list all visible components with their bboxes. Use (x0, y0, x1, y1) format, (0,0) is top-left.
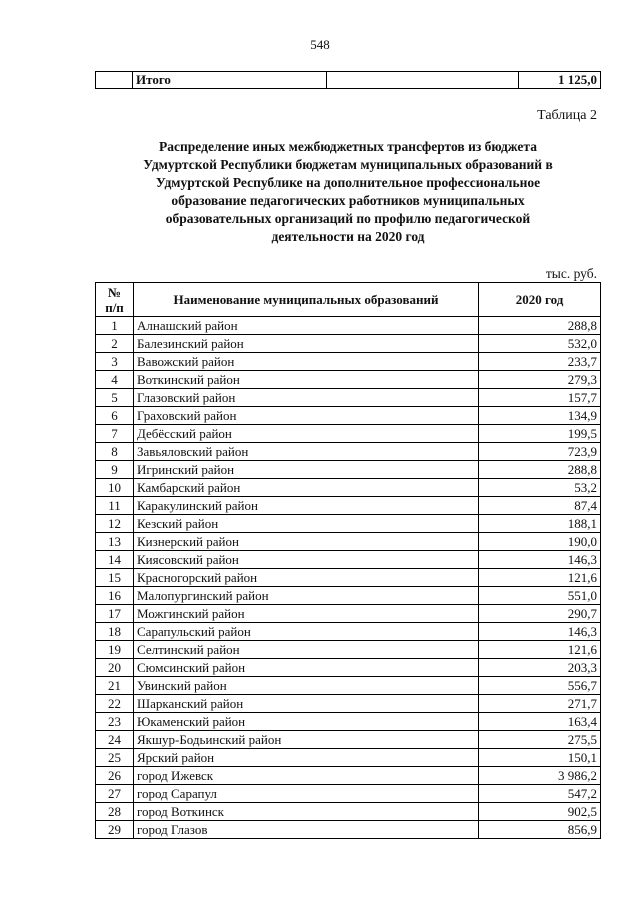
municipality-name: Сюмсинский район (134, 659, 479, 677)
municipality-name: Граховский район (134, 407, 479, 425)
municipality-name: Увинский район (134, 677, 479, 695)
title-line: Удмуртской Республики бюджетам муниципальных образований в (143, 157, 553, 172)
amount-value: 146,3 (479, 551, 601, 569)
table-row (96, 515, 601, 533)
amount-value: 3 986,2 (479, 767, 601, 785)
row-number: 15 (96, 569, 134, 587)
row-number: 20 (96, 659, 134, 677)
title-line: образование педагогических работников муниципальных (171, 193, 525, 208)
amount-value: 547,2 (479, 785, 601, 803)
amount-value: 233,7 (479, 353, 601, 371)
table-row (96, 731, 601, 749)
amount-value: 288,8 (479, 317, 601, 335)
table-row (96, 353, 601, 371)
amount-value: 902,5 (479, 803, 601, 821)
row-number: 13 (96, 533, 134, 551)
table-row (96, 749, 601, 767)
total-value: 1 125,0 (519, 72, 601, 89)
table-row (96, 803, 601, 821)
municipality-name: Якшур-Бодьинский район (134, 731, 479, 749)
row-number: 14 (96, 551, 134, 569)
amount-value: 87,4 (479, 497, 601, 515)
table-row (96, 587, 601, 605)
column-header-name: Наименование муниципальных образований (134, 283, 479, 317)
table-row (96, 425, 601, 443)
row-number: 24 (96, 731, 134, 749)
distribution-table (95, 282, 601, 839)
amount-value: 288,8 (479, 461, 601, 479)
amount-value: 203,3 (479, 659, 601, 677)
row-number: 4 (96, 371, 134, 389)
table-row (96, 677, 601, 695)
table-row (96, 713, 601, 731)
municipality-name: Воткинский район (134, 371, 479, 389)
row-number: 16 (96, 587, 134, 605)
amount-value: 134,9 (479, 407, 601, 425)
municipality-name: Алнашский район (134, 317, 479, 335)
row-number: 7 (96, 425, 134, 443)
units-label: тыс. руб. (545, 266, 597, 281)
amount-value: 723,9 (479, 443, 601, 461)
table-row (96, 605, 601, 623)
table-label: Таблица 2 (537, 108, 597, 123)
table-row (96, 317, 601, 335)
municipality-name: Кизнерский район (134, 533, 479, 551)
municipality-name: Юкаменский район (134, 713, 479, 731)
municipality-name: Кезский район (134, 515, 479, 533)
amount-value: 556,7 (479, 677, 601, 695)
municipality-name: город Воткинск (134, 803, 479, 821)
title-line: образовательных организаций по профилю педагогической (165, 211, 531, 226)
amount-value: 188,1 (479, 515, 601, 533)
row-number: 10 (96, 479, 134, 497)
amount-value: 53,2 (479, 479, 601, 497)
column-header-number (96, 283, 134, 317)
row-number: 8 (96, 443, 134, 461)
page-number: 548 (310, 37, 330, 52)
row-number: 17 (96, 605, 134, 623)
table-row (96, 407, 601, 425)
municipality-name: Селтинский район (134, 641, 479, 659)
amount-value: 190,0 (479, 533, 601, 551)
table-row (96, 443, 601, 461)
table-row (96, 659, 601, 677)
title-line: Распределение иных межбюджетных трансфертов из бюджета (159, 139, 537, 154)
table-row (96, 479, 601, 497)
municipality-name: Малопургинский район (134, 587, 479, 605)
table-row (96, 461, 601, 479)
municipality-name: Ярский район (134, 749, 479, 767)
municipality-name: Дебёсский район (134, 425, 479, 443)
municipality-name: Камбарский район (134, 479, 479, 497)
table-row (96, 389, 601, 407)
row-number: 25 (96, 749, 134, 767)
amount-value: 157,7 (479, 389, 601, 407)
total-empty-cell (96, 72, 133, 89)
municipality-name: город Сарапул (134, 785, 479, 803)
amount-value: 551,0 (479, 587, 601, 605)
total-label: Итого (133, 72, 327, 89)
total-empty-cell (327, 72, 519, 89)
table-row (96, 623, 601, 641)
title-line: Удмуртской Республике на дополнительное профессиональное (155, 175, 541, 190)
table-body (96, 317, 601, 839)
row-number: 23 (96, 713, 134, 731)
municipality-name: Игринский район (134, 461, 479, 479)
row-number: 26 (96, 767, 134, 785)
column-header-number-line: № (107, 284, 122, 300)
row-number: 2 (96, 335, 134, 353)
table-row (96, 821, 601, 839)
table-row (96, 497, 601, 515)
row-number: 18 (96, 623, 134, 641)
amount-value: 290,7 (479, 605, 601, 623)
document-title (95, 138, 601, 246)
row-number: 29 (96, 821, 134, 839)
amount-value: 856,9 (479, 821, 601, 839)
table-row (96, 641, 601, 659)
table-row (96, 533, 601, 551)
row-number: 21 (96, 677, 134, 695)
title-line: деятельности на 2020 год (271, 229, 425, 244)
amount-value: 163,4 (479, 713, 601, 731)
amount-value: 121,6 (479, 641, 601, 659)
municipality-name: город Глазов (134, 821, 479, 839)
row-number: 11 (96, 497, 134, 515)
row-number: 1 (96, 317, 134, 335)
row-number: 28 (96, 803, 134, 821)
municipality-name: Сарапульский район (134, 623, 479, 641)
column-header-year: 2020 год (479, 283, 601, 317)
amount-value: 146,3 (479, 623, 601, 641)
table-row (96, 551, 601, 569)
row-number: 27 (96, 785, 134, 803)
total-table (95, 71, 601, 89)
municipality-name: город Ижевск (134, 767, 479, 785)
row-number: 12 (96, 515, 134, 533)
table-row (96, 785, 601, 803)
row-number: 19 (96, 641, 134, 659)
total-row (96, 72, 601, 89)
municipality-name: Шарканский район (134, 695, 479, 713)
amount-value: 275,5 (479, 731, 601, 749)
row-number: 9 (96, 461, 134, 479)
municipality-name: Завьяловский район (134, 443, 479, 461)
table-row (96, 335, 601, 353)
municipality-name: Киясовский район (134, 551, 479, 569)
municipality-name: Можгинский район (134, 605, 479, 623)
municipality-name: Каракулинский район (134, 497, 479, 515)
municipality-name: Балезинский район (134, 335, 479, 353)
row-number: 22 (96, 695, 134, 713)
amount-value: 279,3 (479, 371, 601, 389)
row-number: 3 (96, 353, 134, 371)
table-row (96, 371, 601, 389)
amount-value: 121,6 (479, 569, 601, 587)
table-row (96, 695, 601, 713)
amount-value: 532,0 (479, 335, 601, 353)
municipality-name: Красногорский район (134, 569, 479, 587)
header-row (96, 283, 601, 317)
municipality-name: Вавожский район (134, 353, 479, 371)
table-row (96, 569, 601, 587)
municipality-name: Глазовский район (134, 389, 479, 407)
table-row (96, 767, 601, 785)
amount-value: 150,1 (479, 749, 601, 767)
amount-value: 271,7 (479, 695, 601, 713)
amount-value: 199,5 (479, 425, 601, 443)
column-header-number-line: п/п (105, 299, 124, 315)
row-number: 5 (96, 389, 134, 407)
row-number: 6 (96, 407, 134, 425)
